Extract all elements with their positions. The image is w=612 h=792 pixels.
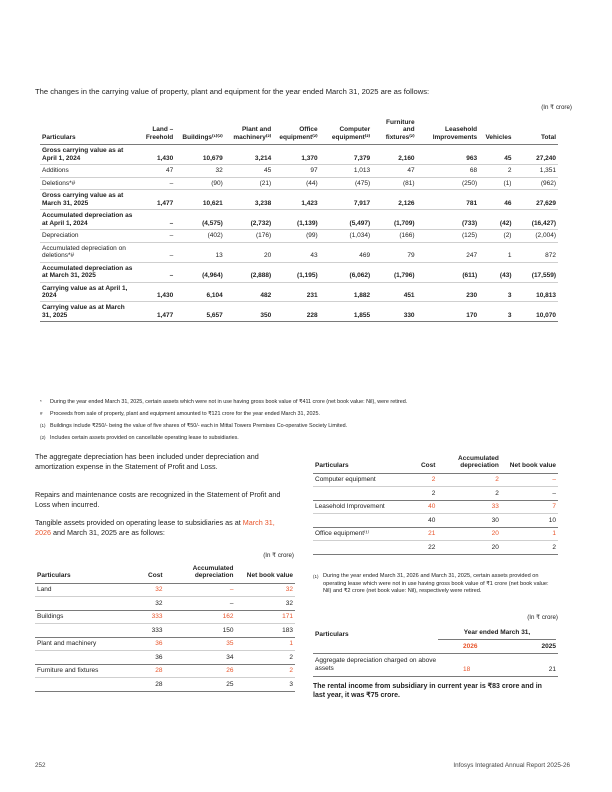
cell-value: 2 xyxy=(235,651,295,664)
report-title: Infosys Integrated Annual Report 2025-26 xyxy=(453,762,570,769)
row-label: Accumulated depreciation as at April 1, 2024 xyxy=(40,210,137,230)
ppe-row xyxy=(40,177,558,189)
cell-value: 1,430 xyxy=(137,282,175,302)
row-label: Additions xyxy=(40,165,137,177)
cell-value: 30 xyxy=(437,514,500,527)
cell-value: (611) xyxy=(417,262,480,282)
cell-value: 2 xyxy=(405,487,437,500)
lease-intro-text: Tangible assets provided on operating lease to subsidiaries as at xyxy=(35,518,241,527)
cell-value: 1,013 xyxy=(320,165,373,177)
col-header: Computer equipment⁽²⁾ xyxy=(320,116,373,145)
cell-value: 228 xyxy=(273,302,319,322)
lease-assets-table-left xyxy=(35,562,295,692)
cell-value: 1,855 xyxy=(320,302,373,322)
ppe-row xyxy=(40,165,558,177)
col-header: Land – Freehold xyxy=(137,116,175,145)
cell-value: (21) xyxy=(225,177,273,189)
cell-value: 36 xyxy=(123,637,164,650)
cell-value: 1,370 xyxy=(273,145,319,165)
cell-value: 3 xyxy=(479,282,513,302)
cell-value: 40 xyxy=(405,514,437,527)
cell-value: 247 xyxy=(417,242,480,262)
footnote-text: During the year ended March 31, 2026 and March 31, 2025, certain assets provided on operating lease which were not in use having gross book value of ₹1 crore (net book value: Nil) and ₹2 crore (net book value: Nil), respectively were retired. xyxy=(323,573,549,594)
ppe-row xyxy=(40,190,558,210)
cell-value: 22 xyxy=(405,541,437,554)
cell-value: 1 xyxy=(235,637,295,650)
cell-value: 230 xyxy=(417,282,480,302)
cell-value: 32 xyxy=(175,165,224,177)
cell-value: 35 xyxy=(165,637,236,650)
cell-value: 46 xyxy=(479,190,513,210)
cell-value: 150 xyxy=(165,624,236,637)
cell-value: 20 xyxy=(437,541,500,554)
lease-row xyxy=(35,610,295,623)
cell-value: (99) xyxy=(273,230,319,242)
cell-value: 2 xyxy=(479,165,513,177)
cell-value: 2 xyxy=(405,473,437,486)
row-label xyxy=(35,624,123,637)
row-label: Leasehold Improvement xyxy=(313,500,405,513)
ppe-row xyxy=(40,282,558,302)
cell-value: 20 xyxy=(437,527,500,540)
footnote-mark: # xyxy=(40,411,43,416)
ppe-row xyxy=(40,242,558,262)
lease-row xyxy=(35,651,295,664)
unit-label: (In ₹ crore) xyxy=(541,104,572,111)
cell-value: (1,709) xyxy=(372,210,416,230)
cell-value: 1 xyxy=(479,242,513,262)
cell-value: 162 xyxy=(165,610,236,623)
cell-value: (2,732) xyxy=(225,210,273,230)
row-label: Deletions*# xyxy=(40,177,137,189)
col-header: Furniture and fixtures⁽²⁾ xyxy=(372,116,416,145)
cell-value: (166) xyxy=(372,230,416,242)
footnote xyxy=(40,399,407,405)
lease-row xyxy=(313,487,558,500)
cell-value: 10,679 xyxy=(175,145,224,165)
cell-value: (733) xyxy=(417,210,480,230)
cell-value: (2,004) xyxy=(513,230,558,242)
cell-value: 7,917 xyxy=(320,190,373,210)
cell-value: 333 xyxy=(123,610,164,623)
col-header: Particulars xyxy=(40,116,137,145)
page-number: 252 xyxy=(35,762,46,769)
footnote xyxy=(40,435,239,441)
cell-value: 10,621 xyxy=(175,190,224,210)
cell-value: 3,214 xyxy=(225,145,273,165)
ppe-row xyxy=(40,145,558,165)
footnote-text: Buildings include ₹250/- being the value of five shares of ₹50/- each in Mittal Towers Premises Co-operative Society Limited. xyxy=(50,423,348,429)
dep-value-current: 18 xyxy=(463,666,471,673)
cell-value: (16,427) xyxy=(513,210,558,230)
dep-value-previous: 21 xyxy=(548,666,556,673)
footnote-mark: (2) xyxy=(40,435,46,440)
cell-value: 2,126 xyxy=(372,190,416,210)
year-header-current: 2026 xyxy=(463,643,478,650)
cell-value: (1,034) xyxy=(320,230,373,242)
cell-value: 10,813 xyxy=(513,282,558,302)
footnote-mark: (1) xyxy=(313,574,319,579)
col-header: Vehicles xyxy=(479,116,513,145)
cell-value: 45 xyxy=(225,165,273,177)
row-label: Accumulated depreciation as at March 31, 2025 xyxy=(40,262,137,282)
cell-value: 3,238 xyxy=(225,190,273,210)
ppe-row xyxy=(40,262,558,282)
cell-value: (1) xyxy=(479,177,513,189)
cell-value: 2 xyxy=(235,664,295,677)
cell-value: 21 xyxy=(405,527,437,540)
cell-value: 10,070 xyxy=(513,302,558,322)
cell-value: 469 xyxy=(320,242,373,262)
lease-footnote xyxy=(313,573,558,596)
cell-value: 34 xyxy=(165,651,236,664)
col-header: Cost xyxy=(405,452,437,473)
cell-value: 2,160 xyxy=(372,145,416,165)
lease-row xyxy=(35,637,295,650)
footnote-mark: * xyxy=(40,399,42,404)
cell-value: 170 xyxy=(417,302,480,322)
cell-value: 79 xyxy=(372,242,416,262)
cell-value: 32 xyxy=(235,583,295,596)
cell-value: – xyxy=(137,242,175,262)
cell-value: 5,657 xyxy=(175,302,224,322)
lease-row xyxy=(35,597,295,610)
row-label xyxy=(313,541,405,554)
cell-value: 1,423 xyxy=(273,190,319,210)
rental-income-note: The rental income from subsidiary in current year is ₹83 crore and in last year, it was ₹75 crore. xyxy=(313,683,542,699)
cell-value: 963 xyxy=(417,145,480,165)
lease-row xyxy=(35,664,295,677)
row-label: Computer equipment xyxy=(313,473,405,486)
cell-value: 333 xyxy=(123,624,164,637)
footnote-text: Proceeds from sale of property, plant and equipment amounted to ₹121 crore for the year ended March 31, 2025. xyxy=(50,411,321,417)
cell-value: 97 xyxy=(273,165,319,177)
footnote-text: During the year ended March 31, 2025, certain assets which were not in use having gross book value of ₹411 crore (net book value: Nil), were retired. xyxy=(50,399,408,405)
cell-value: 68 xyxy=(417,165,480,177)
cell-value: – xyxy=(137,230,175,242)
row-label xyxy=(313,514,405,527)
cell-value: (81) xyxy=(372,177,416,189)
cell-value: (2) xyxy=(479,230,513,242)
col-header: Buildings⁽¹⁾⁽²⁾ xyxy=(175,116,224,145)
col-header: Leasehold Improvements xyxy=(417,116,480,145)
cell-value: 26 xyxy=(165,664,236,677)
cell-value: 171 xyxy=(235,610,295,623)
cell-value: (2,888) xyxy=(225,262,273,282)
cell-value: (176) xyxy=(225,230,273,242)
ppe-row xyxy=(40,230,558,242)
row-label xyxy=(35,678,123,691)
cell-value: 47 xyxy=(137,165,175,177)
lease-row xyxy=(313,473,558,486)
footnote xyxy=(40,411,320,417)
row-label: Carrying value as at March 31, 2025 xyxy=(40,302,137,322)
lease-assets-table-right xyxy=(313,452,558,555)
lease-row xyxy=(35,624,295,637)
cell-value: (962) xyxy=(513,177,558,189)
lease-row xyxy=(313,500,558,513)
row-label: Plant and machinery xyxy=(35,637,123,650)
row-label: Carrying value as at April 1, 2024 xyxy=(40,282,137,302)
col-header: Office equipment⁽²⁾ xyxy=(273,116,319,145)
cell-value: (42) xyxy=(479,210,513,230)
cell-value: 1,882 xyxy=(320,282,373,302)
cell-value: 45 xyxy=(479,145,513,165)
lease-row xyxy=(313,541,558,554)
cell-value: 2 xyxy=(501,541,558,554)
cell-value: – xyxy=(165,583,236,596)
cell-value: 40 xyxy=(405,500,437,513)
cell-value: 2 xyxy=(437,487,500,500)
footnote-text: Includes certain assets provided on cancellable operating lease to subsidiaries. xyxy=(50,435,239,441)
cell-value: 183 xyxy=(235,624,295,637)
year-header-previous: 2025 xyxy=(541,643,556,650)
col-header: Particulars xyxy=(313,452,405,473)
footnote-mark: (1) xyxy=(40,423,46,428)
row-label: Accumulated depreciation on deletions*# xyxy=(40,242,137,262)
cell-value: (250) xyxy=(417,177,480,189)
cell-value: (402) xyxy=(175,230,224,242)
lease-row xyxy=(313,514,558,527)
col-header: Net book value xyxy=(501,452,558,473)
ppe-row xyxy=(40,210,558,230)
cell-value: 47 xyxy=(372,165,416,177)
cell-value: 1,477 xyxy=(137,190,175,210)
cell-value: (6,062) xyxy=(320,262,373,282)
cell-value: 7,379 xyxy=(320,145,373,165)
cell-value: (44) xyxy=(273,177,319,189)
col-header: Total xyxy=(513,116,558,145)
row-label xyxy=(35,597,123,610)
cell-value: 10 xyxy=(501,514,558,527)
cell-value: (5,497) xyxy=(320,210,373,230)
row-label: Office equipment⁽¹⁾ xyxy=(313,527,405,540)
cell-value: 33 xyxy=(437,500,500,513)
cell-value: 28 xyxy=(123,678,164,691)
cell-value: – xyxy=(137,177,175,189)
cell-value: 3 xyxy=(479,302,513,322)
cell-value: (1,796) xyxy=(372,262,416,282)
cell-value: – xyxy=(137,262,175,282)
cell-value: 13 xyxy=(175,242,224,262)
cell-value: – xyxy=(501,473,558,486)
cell-value: 32 xyxy=(235,597,295,610)
cell-value: (1,139) xyxy=(273,210,319,230)
cell-value: 28 xyxy=(123,664,164,677)
cell-value: 1,430 xyxy=(137,145,175,165)
lease-intro-paragraph xyxy=(35,518,290,538)
unit-label: (In ₹ crore) xyxy=(263,552,294,559)
col-header: Particulars xyxy=(315,631,349,638)
col-header: Cost xyxy=(123,562,164,583)
footnote xyxy=(40,423,347,429)
cell-value: (125) xyxy=(417,230,480,242)
col-header: Net book value xyxy=(235,562,295,583)
ppe-table xyxy=(40,116,558,322)
cell-value: 482 xyxy=(225,282,273,302)
cell-value: 27,240 xyxy=(513,145,558,165)
lease-intro-text-end: and March 31, 2025 are as follows: xyxy=(53,528,165,537)
cell-value: (4,575) xyxy=(175,210,224,230)
cell-value: (17,559) xyxy=(513,262,558,282)
cell-value: 872 xyxy=(513,242,558,262)
cell-value: 1 xyxy=(501,527,558,540)
cell-value: 6,104 xyxy=(175,282,224,302)
cell-value: – xyxy=(137,210,175,230)
cell-value: (4,964) xyxy=(175,262,224,282)
dep-table xyxy=(313,625,558,700)
cell-value: (475) xyxy=(320,177,373,189)
col-header: Plant and machinery⁽²⁾ xyxy=(225,116,273,145)
cell-value: – xyxy=(501,487,558,500)
dep-row-label: Aggregate depreciation charged on above assets xyxy=(315,657,437,672)
cell-value: 20 xyxy=(225,242,273,262)
current-year-highlight: March 31, 2026 xyxy=(35,518,275,537)
row-label: Buildings xyxy=(35,610,123,623)
col-header: Accumulated depreciation xyxy=(165,562,236,583)
cell-value: 330 xyxy=(372,302,416,322)
repairs-paragraph: Repairs and maintenance costs are recognized in the Statement of Profit and Loss when incurred. xyxy=(35,490,281,509)
row-label xyxy=(313,487,405,500)
row-label: Depreciation xyxy=(40,230,137,242)
row-label: Land xyxy=(35,583,123,596)
lease-left-header-row xyxy=(35,562,295,583)
ppe-row xyxy=(40,302,558,322)
row-label: Gross carrying value as at March 31, 2025 xyxy=(40,190,137,210)
col-header: Particulars xyxy=(35,562,123,583)
cell-value: 7 xyxy=(501,500,558,513)
cell-value: 231 xyxy=(273,282,319,302)
row-label: Gross carrying value as at April 1, 2024 xyxy=(40,145,137,165)
cell-value: 1,351 xyxy=(513,165,558,177)
year-group-header: Year ended March 31, xyxy=(438,629,556,640)
cell-value: (43) xyxy=(479,262,513,282)
lease-right-header-row xyxy=(313,452,558,473)
cell-value: 350 xyxy=(225,302,273,322)
cell-value: – xyxy=(165,597,236,610)
lease-row xyxy=(313,527,558,540)
cell-value: 451 xyxy=(372,282,416,302)
cell-value: 3 xyxy=(235,678,295,691)
lease-row xyxy=(35,678,295,691)
cell-value: 2 xyxy=(437,473,500,486)
cell-value: 27,629 xyxy=(513,190,558,210)
cell-value: 25 xyxy=(165,678,236,691)
ppe-header-row xyxy=(40,116,558,145)
row-label: Furniture and fixtures xyxy=(35,664,123,677)
depreciation-paragraph: The aggregate depreciation has been included under depreciation and amortization expense in the Statement of Profit and Loss. xyxy=(35,452,259,471)
cell-value: 781 xyxy=(417,190,480,210)
cell-value: 1,477 xyxy=(137,302,175,322)
unit-label: (In ₹ crore) xyxy=(527,614,558,621)
lease-row xyxy=(35,583,295,596)
cell-value: (90) xyxy=(175,177,224,189)
cell-value: 32 xyxy=(123,597,164,610)
row-label xyxy=(35,651,123,664)
col-header: Accumulated depreciation xyxy=(437,452,500,473)
cell-value: (1,195) xyxy=(273,262,319,282)
cell-value: 32 xyxy=(123,583,164,596)
cell-value: 36 xyxy=(123,651,164,664)
intro-text: The changes in the carrying value of property, plant and equipment for the year ended March 31, 2025 are as follows: xyxy=(35,87,430,96)
cell-value: 43 xyxy=(273,242,319,262)
